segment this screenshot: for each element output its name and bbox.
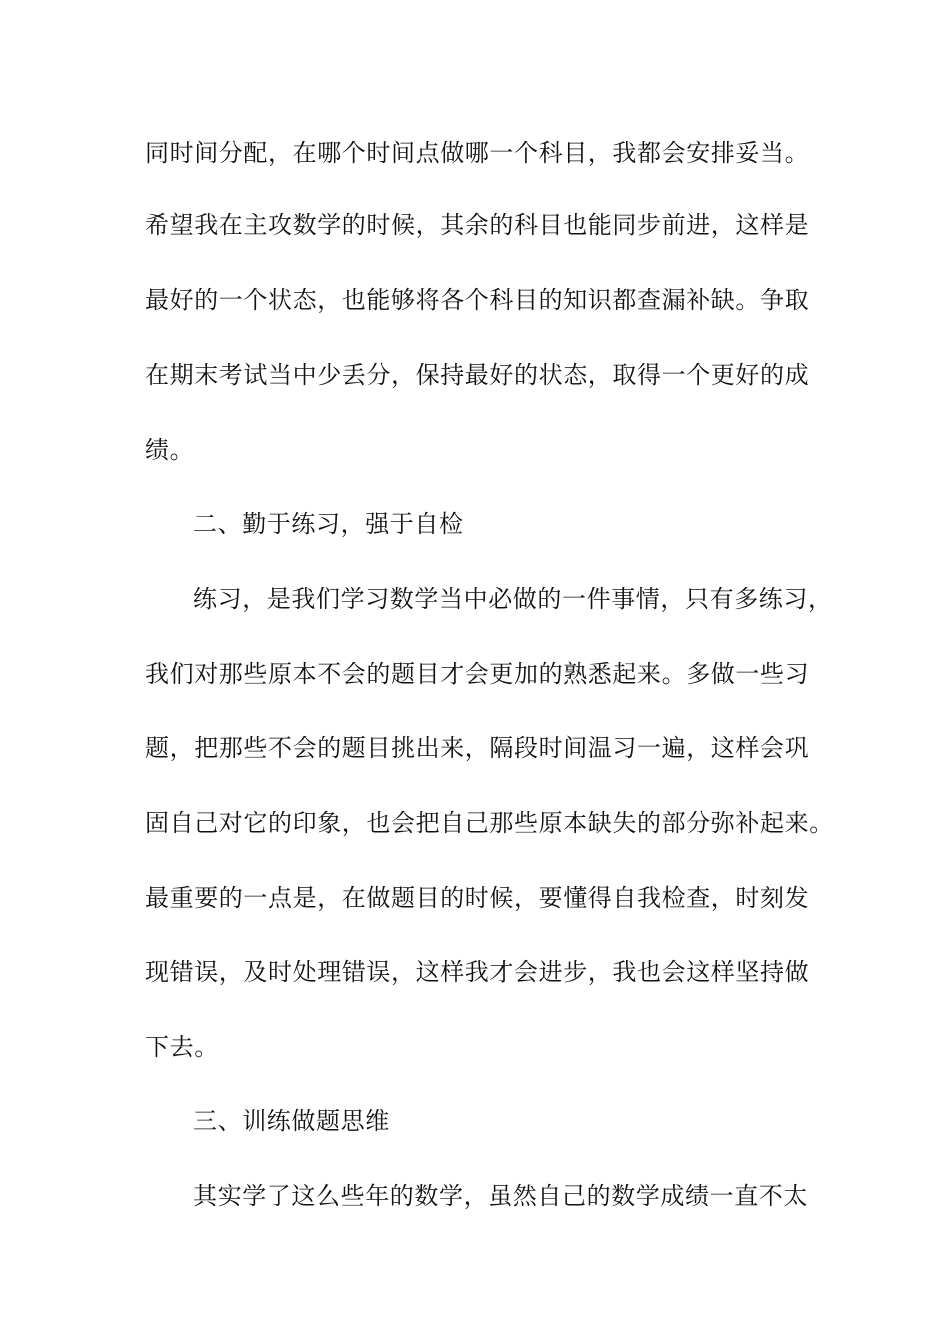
text-line: 绩。 (145, 436, 195, 464)
text-line: 最好的一个状态，也能够将各个科目的知识都查漏补缺。争取 (145, 286, 810, 314)
text-line: 下去。 (145, 1033, 219, 1061)
text-line: 题，把那些不会的题目挑出来，隔段时间温习一遍，这样会巩 (145, 734, 810, 762)
section-heading: 三、训练做题思维 (193, 1107, 390, 1135)
text-line: 在期末考试当中少丢分，保持最好的状态，取得一个更好的成 (145, 361, 810, 389)
text-line: 希望我在主攻数学的时候，其余的科目也能同步前进，这样是 (145, 211, 810, 239)
text-line: 同时间分配，在哪个时间点做哪一个科目，我都会安排妥当。 (145, 139, 810, 167)
text-line: 练习，是我们学习数学当中必做的一件事情，只有多练习， (193, 585, 833, 613)
text-line: 现错误，及时处理错误，这样我才会进步，我也会这样坚持做 (145, 958, 810, 986)
section-heading: 二、勤于练习，强于自检 (193, 510, 464, 538)
text-line: 其实学了这么些年的数学，虽然自己的数学成绩一直不太 (193, 1182, 808, 1210)
text-line: 我们对那些原本不会的题目才会更加的熟悉起来。多做一些习 (145, 660, 810, 688)
text-line: 固自己对它的印象，也会把自己那些原本缺失的部分弥补起来。 (145, 809, 834, 837)
text-line: 最重要的一点是，在做题目的时候，要懂得自我检查，时刻发 (145, 884, 810, 912)
